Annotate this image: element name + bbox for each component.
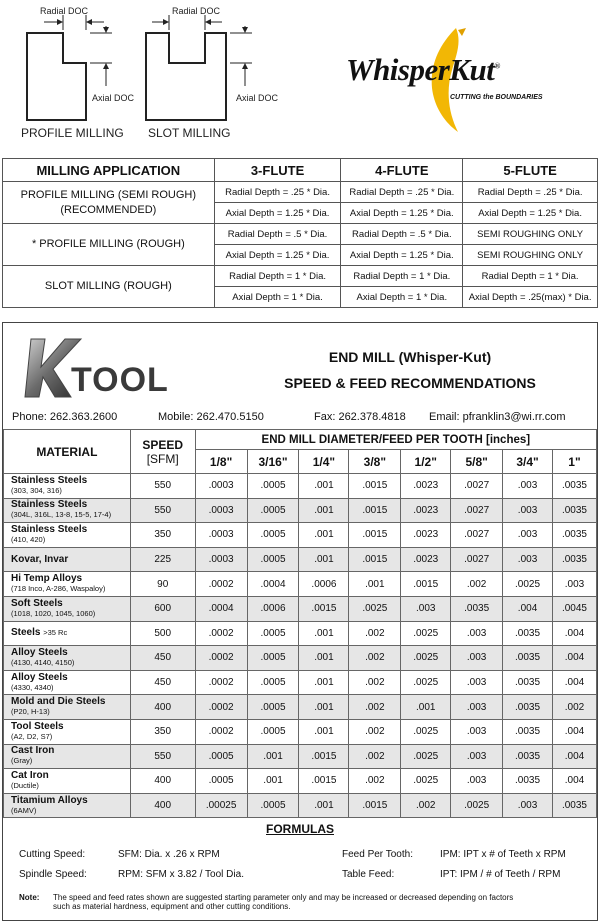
feed-cell: .0005 <box>247 670 299 695</box>
feed-cell: .0025 <box>401 621 451 646</box>
feed-cell: .002 <box>552 695 596 720</box>
material-grades: (Gray) <box>11 756 33 766</box>
spindle-speed-formula: RPM: SFM x 3.82 / Tool Dia. <box>118 869 244 880</box>
material-name: Stainless Steels <box>11 523 88 535</box>
material-cell <box>4 719 131 744</box>
diameter-header-cell: 3/16" <box>247 450 299 474</box>
slot-radial-doc-label: Radial DOC <box>172 6 221 16</box>
material-row <box>4 695 597 720</box>
feed-cell: .004 <box>552 744 596 769</box>
feed-cell: .0025 <box>503 572 553 597</box>
slot-axial-doc-label: Axial DOC <box>236 93 279 103</box>
milling-application-cell: PROFILE MILLING (SEMI ROUGH) (RECOMMENDED) <box>3 182 215 224</box>
radial-depth-cell: Radial Depth = 1 * Dia. <box>214 266 341 287</box>
feed-cell: .003 <box>451 695 503 720</box>
feed-cell: .003 <box>503 793 553 818</box>
feed-cell: .0005 <box>195 744 247 769</box>
material-row <box>4 769 597 794</box>
axial-depth-cell: Axial Depth = .25(max) * Dia. <box>463 287 598 308</box>
feed-cell: .0035 <box>503 670 553 695</box>
feed-cell: .00025 <box>195 793 247 818</box>
feed-cell: .0035 <box>552 523 596 548</box>
slot-milling-label: SLOT MILLING <box>148 126 231 140</box>
feed-cell: .0023 <box>401 523 451 548</box>
feed-cell: .0015 <box>349 498 401 523</box>
feed-cell: .002 <box>349 646 401 671</box>
speed-cell: 550 <box>130 744 195 769</box>
whisperkut-logo <box>340 22 570 137</box>
material-grades: >35 Rc <box>43 628 68 638</box>
feed-cell: .0045 <box>552 596 596 621</box>
feed-cell: .001 <box>299 621 349 646</box>
material-cell <box>4 695 131 720</box>
feed-cell: .0015 <box>299 769 349 794</box>
profile-axial-doc-label: Axial DOC <box>92 93 135 103</box>
contact-mobile: Mobile: 262.470.5150 <box>158 411 264 423</box>
feed-cell: .0015 <box>349 793 401 818</box>
feed-cell: .003 <box>552 572 596 597</box>
material-grades: (1018, 1020, 1045, 1060) <box>11 608 96 618</box>
radial-depth-cell: Radial Depth = .25 * Dia. <box>463 182 598 203</box>
material-row <box>4 670 597 695</box>
milling-body <box>3 182 598 308</box>
material-cell <box>4 670 131 695</box>
speed-header: SPEED [SFM] <box>130 430 195 474</box>
ktool-wordmark: TOOL <box>71 361 169 399</box>
material-grades: (Ductile) <box>11 780 39 790</box>
material-grades: (6AMV) <box>11 805 37 815</box>
feed-cell: .0035 <box>503 744 553 769</box>
milling-application-header: MILLING APPLICATION <box>3 159 215 182</box>
feed-cell: .0025 <box>401 719 451 744</box>
material-row <box>4 596 597 621</box>
material-cell <box>4 621 131 646</box>
speed-cell: 350 <box>130 523 195 548</box>
feed-cell: .0035 <box>552 498 596 523</box>
feed-cell: .0003 <box>195 547 247 572</box>
material-name: Steels <box>11 627 41 639</box>
axial-depth-cell: Axial Depth = 1.25 * Dia. <box>214 245 341 266</box>
feed-cell: .001 <box>299 523 349 548</box>
material-row <box>4 646 597 671</box>
material-grades: (4130, 4140, 4150) <box>11 657 75 667</box>
feed-cell: .0002 <box>195 572 247 597</box>
feed-cell: .0015 <box>349 547 401 572</box>
feed-cell: .003 <box>401 596 451 621</box>
material-row <box>4 523 597 548</box>
feed-cell: .0002 <box>195 695 247 720</box>
feed-cell: .0023 <box>401 547 451 572</box>
speed-cell: 350 <box>130 719 195 744</box>
material-name: Cast Iron <box>11 745 55 757</box>
material-name: Stainless Steels <box>11 499 88 511</box>
feed-cell: .0005 <box>247 474 299 499</box>
table-feed-label: Table Feed: <box>342 869 395 880</box>
axial-depth-cell: Axial Depth = 1.25 * Dia. <box>214 203 341 224</box>
axial-depth-cell: SEMI ROUGHING ONLY <box>463 245 598 266</box>
feed-cell: .0027 <box>451 498 503 523</box>
diameter-header-cell: 1/8" <box>195 450 247 474</box>
speed-cell: 450 <box>130 670 195 695</box>
formulas-title: FORMULAS <box>266 822 334 836</box>
material-row <box>4 621 597 646</box>
feed-cell: .002 <box>349 695 401 720</box>
feed-cell: .002 <box>349 621 401 646</box>
material-row <box>4 744 597 769</box>
feed-cell: .001 <box>349 572 401 597</box>
feed-cell: .001 <box>299 547 349 572</box>
speed-feed-title: END MILL (Whisper-Kut) <box>328 349 492 365</box>
feed-cell: .004 <box>552 621 596 646</box>
speed-cell: 400 <box>130 793 195 818</box>
milling-row <box>3 224 598 245</box>
feed-cell: .003 <box>503 498 553 523</box>
cutting-speed-label: Cutting Speed: <box>19 849 86 860</box>
cutting-speed-formula: SFM: Dia. x .26 x RPM <box>118 849 220 860</box>
radial-depth-cell: Radial Depth = .25 * Dia. <box>214 182 341 203</box>
material-row <box>4 793 597 818</box>
radial-depth-cell: SEMI ROUGHING ONLY <box>463 224 598 245</box>
feed-cell: .0006 <box>299 572 349 597</box>
material-name: Cat Iron <box>11 769 49 781</box>
feed-cell: .0005 <box>247 498 299 523</box>
feed-cell: .004 <box>503 596 553 621</box>
material-cell <box>4 498 131 523</box>
material-name: Kovar, Invar <box>11 553 69 565</box>
feed-cell: .0003 <box>195 523 247 548</box>
feed-cell: .0015 <box>401 572 451 597</box>
material-cell <box>4 769 131 794</box>
feed-cell: .0015 <box>299 744 349 769</box>
feed-cell: .0025 <box>401 769 451 794</box>
feed-cell: .0035 <box>503 646 553 671</box>
material-row <box>4 498 597 523</box>
material-name: Alloy Steels <box>11 671 68 683</box>
feed-cell: .0002 <box>195 646 247 671</box>
material-row <box>4 474 597 499</box>
feed-cell: .004 <box>552 646 596 671</box>
material-grades: (A2, D2, S7) <box>11 731 53 741</box>
feed-cell: .0035 <box>451 596 503 621</box>
speed-cell: 400 <box>130 769 195 794</box>
material-grades: (4330, 4340) <box>11 682 54 692</box>
whisperkut-tagline: CUTTING the BOUNDARIES <box>450 94 543 101</box>
material-cell <box>4 744 131 769</box>
contact-fax: Fax: 262.378.4818 <box>314 411 406 423</box>
feed-cell: .0035 <box>503 719 553 744</box>
milling-row <box>3 182 598 203</box>
material-name: Soft Steels <box>11 597 63 609</box>
feed-cell: .0004 <box>247 572 299 597</box>
feed-cell: .0025 <box>349 596 401 621</box>
milling-application-cell: SLOT MILLING (ROUGH) <box>3 266 215 308</box>
feed-cell: .0003 <box>195 474 247 499</box>
feed-cell: .0006 <box>247 596 299 621</box>
material-name: Tool Steels <box>11 720 64 732</box>
feed-cell: .003 <box>451 719 503 744</box>
feed-cell: .0015 <box>299 596 349 621</box>
feed-cell: .002 <box>451 572 503 597</box>
feed-cell: .001 <box>299 498 349 523</box>
axial-depth-cell: Axial Depth = 1.25 * Dia. <box>341 203 463 224</box>
whisperkut-wordmark: WhisperKut® <box>346 52 500 87</box>
milling-application-cell: * PROFILE MILLING (ROUGH) <box>3 224 215 266</box>
feed-cell: .001 <box>299 670 349 695</box>
profile-radial-doc-label: Radial DOC <box>40 6 89 16</box>
material-grades: (P20, H-13) <box>11 707 50 717</box>
speed-cell: 500 <box>130 621 195 646</box>
milling-application-table <box>2 158 598 308</box>
speed-cell: 600 <box>130 596 195 621</box>
feed-cell: .0002 <box>195 621 247 646</box>
radial-depth-cell: Radial Depth = 1 * Dia. <box>463 266 598 287</box>
material-row <box>4 547 597 572</box>
feed-cell: .0005 <box>247 793 299 818</box>
feed-cell: .0005 <box>195 769 247 794</box>
material-cell <box>4 547 131 572</box>
feed-cell: .003 <box>451 621 503 646</box>
material-grades: (303, 304, 316) <box>11 485 62 495</box>
diameter-header-cell: 1/2" <box>401 450 451 474</box>
diameter-header-cell: 1" <box>552 450 596 474</box>
feed-cell: .0005 <box>247 621 299 646</box>
feed-cell: .001 <box>247 744 299 769</box>
axial-depth-cell: Axial Depth = 1 * Dia. <box>214 287 341 308</box>
speed-cell: 550 <box>130 474 195 499</box>
three-flute-header: 3-FLUTE <box>214 159 341 182</box>
feed-cell: .003 <box>451 646 503 671</box>
material-name: Mold and Die Steels <box>11 696 106 708</box>
feed-per-tooth-label: Feed Per Tooth: <box>342 849 413 860</box>
radial-depth-cell: Radial Depth = .25 * Dia. <box>341 182 463 203</box>
speed-feed-body <box>4 474 597 818</box>
contact-email[interactable]: Email: pfranklin3@wi.rr.com <box>429 411 566 423</box>
speed-header-row <box>4 430 597 450</box>
feed-cell: .0035 <box>503 695 553 720</box>
material-row <box>4 719 597 744</box>
feed-cell: .0004 <box>195 596 247 621</box>
material-cell <box>4 596 131 621</box>
feed-cell: .0005 <box>247 695 299 720</box>
ktool-logo <box>23 333 193 403</box>
feed-cell: .003 <box>451 769 503 794</box>
note-text: The speed and feed rates shown are suggested starting parameter only and may be increased or decreased depending on factors such as material hardness, equipment and other cutting conditions. <box>53 893 514 911</box>
feed-cell: .0002 <box>195 719 247 744</box>
axial-depth-cell: Axial Depth = 1.25 * Dia. <box>463 203 598 224</box>
material-cell <box>4 474 131 499</box>
feed-cell: .0025 <box>401 744 451 769</box>
feed-cell: .001 <box>299 474 349 499</box>
feed-cell: .0023 <box>401 474 451 499</box>
feed-cell: .004 <box>552 670 596 695</box>
feed-cell: .0003 <box>195 498 247 523</box>
feed-cell: .002 <box>349 670 401 695</box>
feed-cell: .0025 <box>401 670 451 695</box>
profile-milling-label: PROFILE MILLING <box>21 126 124 140</box>
feed-cell: .001 <box>401 695 451 720</box>
feed-cell: .001 <box>247 769 299 794</box>
feed-cell: .004 <box>552 769 596 794</box>
feed-cell: .002 <box>401 793 451 818</box>
feed-cell: .0035 <box>552 547 596 572</box>
speed-cell: 225 <box>130 547 195 572</box>
feed-cell: .0035 <box>503 769 553 794</box>
material-grades: (304L, 316L, 13-8, 15-5, 17-4) <box>11 510 112 520</box>
material-name: Titamium Alloys <box>11 794 88 806</box>
speed-cell: 90 <box>130 572 195 597</box>
material-cell <box>4 523 131 548</box>
feed-cell: .001 <box>299 719 349 744</box>
radial-depth-cell: Radial Depth = 1 * Dia. <box>341 266 463 287</box>
feed-cell: .004 <box>552 719 596 744</box>
feed-cell: .0005 <box>247 523 299 548</box>
feed-cell: .003 <box>503 474 553 499</box>
diameter-header: END MILL DIAMETER/FEED PER TOOTH [inches] <box>195 430 596 450</box>
feed-cell: .001 <box>299 695 349 720</box>
feed-cell: .002 <box>349 769 401 794</box>
feed-cell: .0025 <box>401 646 451 671</box>
feed-cell: .0035 <box>552 793 596 818</box>
contact-phone: Phone: 262.363.2600 <box>12 411 118 423</box>
feed-cell: .001 <box>299 646 349 671</box>
speed-feed-subtitle: SPEED & FEED RECOMMENDATIONS <box>284 375 536 391</box>
material-cell <box>4 793 131 818</box>
diameter-header-cell: 1/4" <box>299 450 349 474</box>
feed-cell: .0015 <box>349 474 401 499</box>
feed-cell: .0025 <box>451 793 503 818</box>
feed-cell: .0005 <box>247 646 299 671</box>
material-name: Hi Temp Alloys <box>11 573 83 585</box>
speed-cell: 550 <box>130 498 195 523</box>
speed-feed-panel <box>2 322 598 921</box>
spindle-speed-label: Spindle Speed: <box>19 869 87 880</box>
feed-cell: .0027 <box>451 547 503 572</box>
radial-depth-cell: Radial Depth = .5 * Dia. <box>341 224 463 245</box>
material-header: MATERIAL <box>4 430 131 474</box>
feed-per-tooth-formula: IPM: IPT x # of Teeth x RPM <box>440 849 566 860</box>
diameter-header-cell: 3/4" <box>503 450 553 474</box>
speed-feed-table <box>3 429 597 818</box>
feed-cell: .0027 <box>451 474 503 499</box>
feed-cell: .0015 <box>349 523 401 548</box>
feed-cell: .001 <box>299 793 349 818</box>
material-grades: (410, 420) <box>11 534 46 544</box>
axial-depth-cell: Axial Depth = 1.25 * Dia. <box>341 245 463 266</box>
milling-header-row <box>3 159 598 182</box>
feed-cell: .0002 <box>195 670 247 695</box>
feed-cell: .002 <box>349 719 401 744</box>
five-flute-header: 5-FLUTE <box>463 159 598 182</box>
milling-diagrams <box>0 0 600 150</box>
feed-cell: .003 <box>503 547 553 572</box>
four-flute-header: 4-FLUTE <box>341 159 463 182</box>
diameter-header-cell: 3/8" <box>349 450 401 474</box>
radial-depth-cell: Radial Depth = .5 * Dia. <box>214 224 341 245</box>
table-feed-formula: IPT: IPM / # of Teeth / RPM <box>440 869 561 880</box>
material-cell <box>4 572 131 597</box>
feed-cell: .0027 <box>451 523 503 548</box>
feed-cell: .003 <box>451 670 503 695</box>
material-cell <box>4 646 131 671</box>
material-grades: (718 Inco, A-286, Waspaloy) <box>11 584 106 594</box>
speed-cell: 450 <box>130 646 195 671</box>
axial-depth-cell: Axial Depth = 1 * Dia. <box>341 287 463 308</box>
feed-cell: .0005 <box>247 547 299 572</box>
note-label: Note: <box>19 893 40 902</box>
feed-cell: .003 <box>451 744 503 769</box>
material-name: Stainless Steels <box>11 474 88 486</box>
milling-row <box>3 266 598 287</box>
material-row <box>4 572 597 597</box>
feed-cell: .0023 <box>401 498 451 523</box>
feed-cell: .0035 <box>552 474 596 499</box>
feed-cell: .003 <box>503 523 553 548</box>
material-name: Alloy Steels <box>11 646 68 658</box>
diameter-header-cell: 5/8" <box>451 450 503 474</box>
feed-cell: .0035 <box>503 621 553 646</box>
feed-cell: .0005 <box>247 719 299 744</box>
feed-cell: .002 <box>349 744 401 769</box>
speed-cell: 400 <box>130 695 195 720</box>
